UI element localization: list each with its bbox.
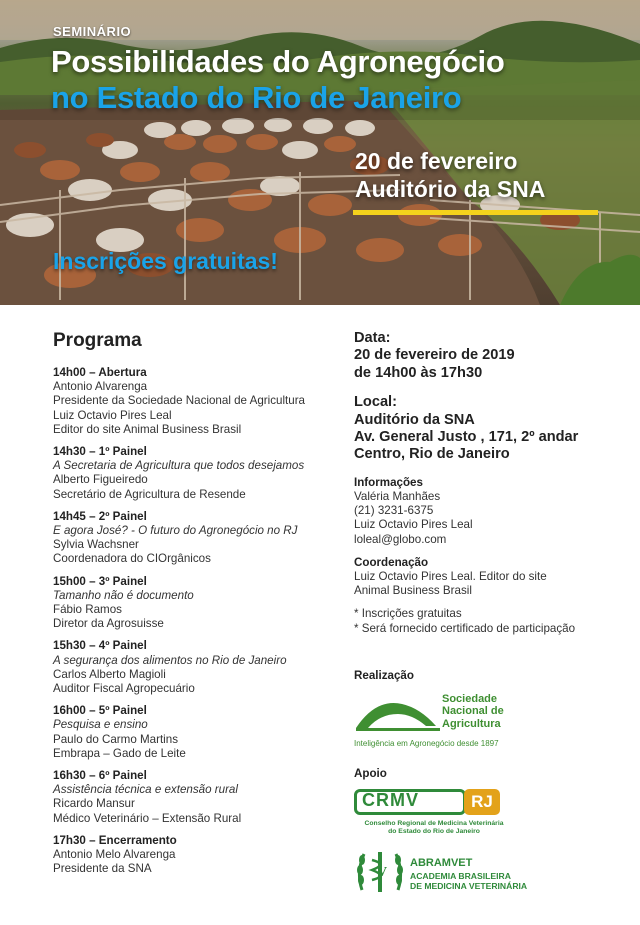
- program-slot-time: 17h30 – Encerramento: [53, 833, 177, 847]
- program-slot-topic: Assistência técnica e extensão rural: [53, 783, 238, 797]
- program-slot: [53, 639, 338, 696]
- sna-tagline: Inteligência em Agronegócio desde 1897: [354, 739, 499, 748]
- program-slot-line: Diretor da Agrosuisse: [53, 617, 164, 631]
- crmv-subtitle-line: do Estado do Rio de Janeiro: [388, 828, 480, 835]
- informacoes-line: Valéria Manhães: [354, 490, 441, 504]
- program-slot-time: 14h30 – 1º Painel: [53, 445, 147, 459]
- program-slot-line: Secretário de Agricultura de Resende: [53, 487, 246, 501]
- crmv-logo-rj: RJ: [464, 789, 500, 815]
- sna-name: [442, 693, 504, 730]
- hero-banner: [0, 0, 640, 305]
- local-line-1: Auditório da SNA: [354, 411, 475, 428]
- crmv-subtitle: [354, 820, 514, 836]
- program-slot-line: Antonio Alvarenga: [53, 380, 148, 394]
- program-slot: [53, 704, 338, 761]
- program-slot-line: Coordenadora do CIOrgânicos: [53, 552, 211, 566]
- hero-place: Auditório da SNA: [355, 176, 546, 202]
- program-slot: [53, 366, 338, 437]
- informacoes-label: Informações: [354, 475, 423, 489]
- local-line-3: Centro, Rio de Janeiro: [354, 446, 510, 463]
- program-slot-topic: Pesquisa e ensino: [53, 718, 148, 732]
- program-slot: [53, 834, 338, 877]
- local-line-2: Av. General Justo , 171, 2º andar: [354, 429, 579, 446]
- realizacao-label: Realização: [354, 669, 414, 682]
- program-slot-time: 15h00 – 3º Painel: [53, 574, 147, 588]
- program-slot-topic: A segurança dos alimentos no Rio de Janeiro: [53, 653, 287, 667]
- program-slot: [53, 575, 338, 632]
- program-slot-line: Sylvia Wachsner: [53, 538, 139, 552]
- hero-kicker: SEMINÁRIO: [53, 24, 132, 39]
- sna-name-line: Sociedade: [442, 693, 498, 705]
- crmv-logo-text: CRMV: [362, 790, 419, 810]
- program-slot-line: Fábio Ramos: [53, 603, 122, 617]
- program-slot-time: 14h00 – Abertura: [53, 366, 147, 379]
- hero-free-registration: Inscrições gratuitas!: [53, 248, 278, 274]
- informacoes-email: loleal@globo.com: [354, 532, 447, 546]
- abramvet-name: ABRAMVET: [410, 857, 473, 869]
- crmv-subtitle-line: Conselho Regional de Medicina Veterinária: [364, 820, 504, 827]
- note-line: * Inscrições gratuitas: [354, 607, 462, 621]
- program-slots: [53, 366, 338, 877]
- program-slot-line: Paulo do Carmo Martins: [53, 732, 179, 746]
- program-slot-time: 14h45 – 2º Painel: [53, 509, 147, 523]
- note-line: * Será fornecido certificado de participação: [354, 621, 576, 635]
- coordenacao-line: Luiz Octavio Pires Leal. Editor do site: [354, 570, 547, 584]
- program-heading: Programa: [53, 330, 142, 351]
- program-slot-line: Presidente da SNA: [53, 862, 152, 876]
- program-slot-line: Editor do site Animal Business Brasil: [53, 422, 242, 436]
- program-slot-line: Auditor Fiscal Agropecuário: [53, 682, 195, 696]
- hero-title-line1: Possibilidades do Agronegócio: [51, 44, 505, 79]
- abramvet-subtitle: [410, 871, 527, 891]
- svg-text:V: V: [377, 865, 388, 880]
- program-slot-time: 16h00 – 5º Painel: [53, 704, 147, 718]
- program-slot: [53, 769, 338, 826]
- abramvet-subtitle-line: DE MEDICINA VETERINÁRIA: [410, 881, 528, 891]
- hero-accent-bar: [353, 210, 598, 215]
- abramvet-subtitle-line: ACADEMIA BRASILEIRA: [410, 871, 511, 881]
- program-slot-line: Presidente da Sociedade Nacional de Agricultura: [53, 394, 306, 408]
- informacoes-phone: (21) 3231-6375: [354, 504, 434, 518]
- abramvet-emblem-icon: [354, 846, 406, 896]
- local-label: Local:: [354, 394, 397, 411]
- coordenacao-line: Animal Business Brasil: [354, 584, 472, 598]
- program-slot-topic: Tamanho não é documento: [53, 588, 194, 602]
- crmv-logo: [354, 789, 504, 817]
- program-slot-topic: E agora José? - O futuro do Agronegócio no RJ: [53, 524, 298, 538]
- informacoes-line: Luiz Octavio Pires Leal: [354, 518, 473, 532]
- program-slot-topic: A Secretaria de Agricultura que todos desejamos: [53, 459, 305, 473]
- program-slot: [53, 445, 338, 502]
- program-section: [53, 330, 338, 885]
- info-column: [354, 330, 634, 636]
- data-line-1: 20 de fevereiro de 2019: [354, 347, 515, 364]
- hero-title-line2: no Estado do Rio de Janeiro: [51, 80, 462, 115]
- coordenacao-label: Coordenação: [354, 555, 429, 569]
- program-slot-line: Luiz Octavio Pires Leal: [53, 408, 172, 422]
- program-slot-line: Médico Veterinário – Extensão Rural: [53, 811, 242, 825]
- data-line-2: de 14h00 às 17h30: [354, 364, 483, 381]
- program-slot-line: Antonio Melo Alvarenga: [53, 848, 176, 862]
- program-slot-line: Embrapa – Gado de Leite: [53, 746, 186, 760]
- program-slot-time: 16h30 – 6º Painel: [53, 769, 147, 783]
- program-slot-time: 15h30 – 4º Painel: [53, 639, 147, 653]
- program-slot-line: Ricardo Mansur: [53, 797, 135, 811]
- program-slot: [53, 510, 338, 567]
- data-label: Data:: [354, 330, 391, 346]
- sna-name-line: Nacional de: [442, 705, 504, 718]
- program-slot-line: Carlos Alberto Magioli: [53, 667, 166, 681]
- sna-name-line: Agricultura: [442, 717, 501, 730]
- program-slot-line: Alberto Figueiredo: [53, 473, 148, 487]
- apoio-label: Apoio: [354, 767, 387, 780]
- hero-date: 20 de fevereiro: [355, 148, 518, 174]
